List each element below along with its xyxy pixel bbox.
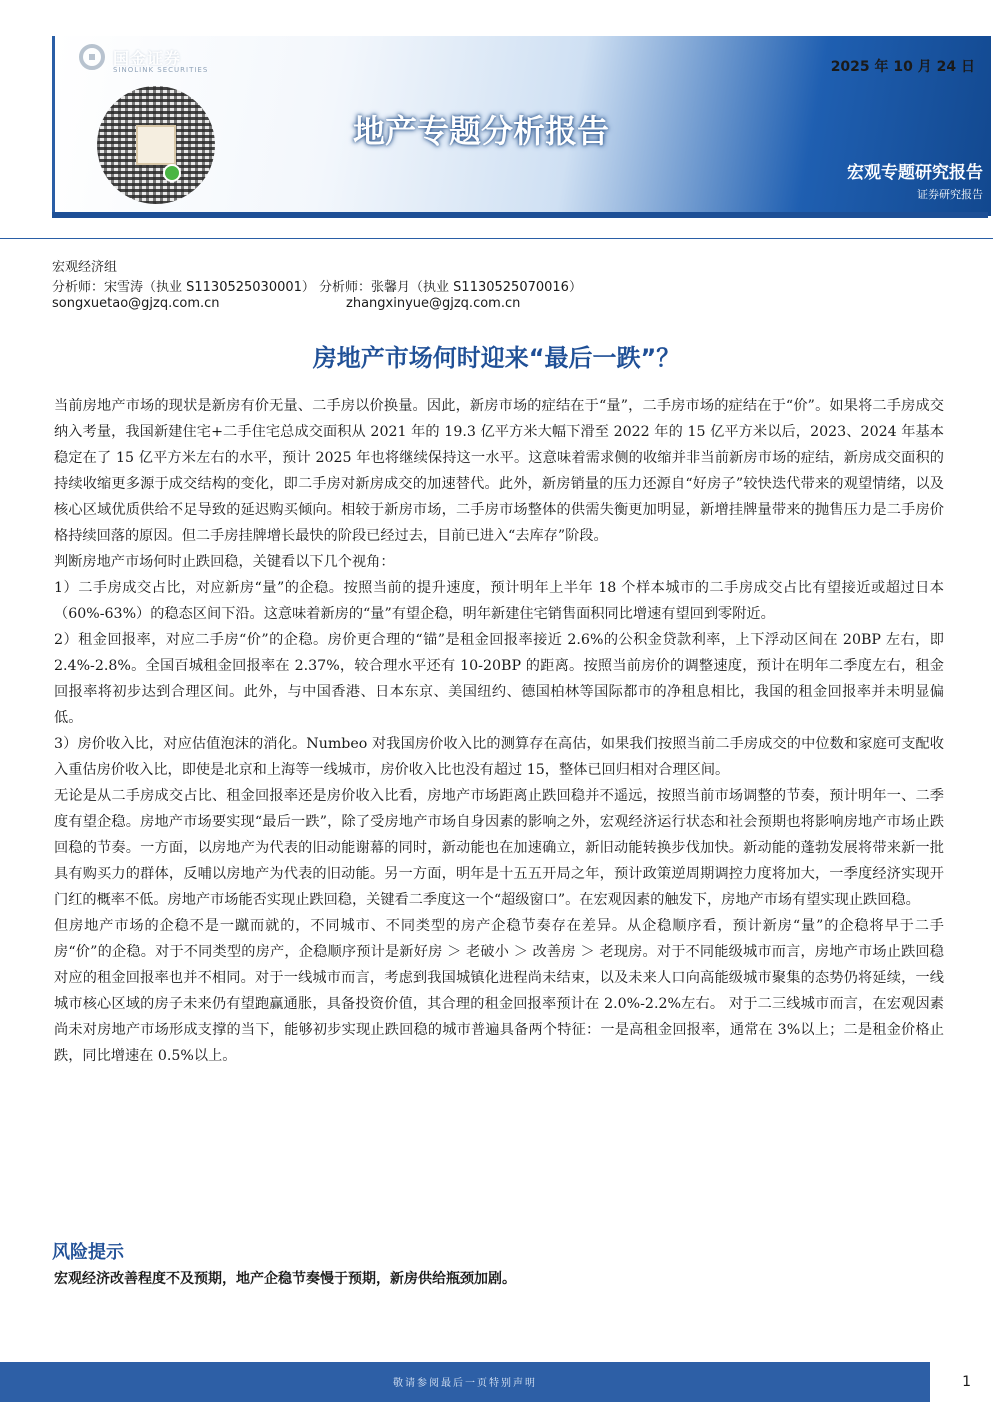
paragraph: 但房地产市场的企稳不是一蹴而就的，不同城市、不同类型的房产企稳节奏存在差异。从企稳顺序看，预计新房“量”的企稳将早于二手房“价”的企稳。对于不同类型的房产，企稳顺序预计是新好房 ＞ 老破小 ＞ 改善房 ＞ 老现房。对于不同能级城市而言，房地产市场止跌回稳对应的租金回报率也并不相同。对于一线城市而言，考虑到我国城镇化进程尚未结束，以及未来人口向高能级城市聚集的态势仍将延续，一线城市核心区域的房子未来仍有望跑赢通胀，具备投资价值，其合理的租金回报率预计在 2.0%-2.2%左右。 对于二三线城市而言，在宏观因素尚未对房地产市场形成支撑的当下，能够初步实现止跌回稳的城市普遍具备两个特征：一是高租金回报率，通常在 3%以上；二是租金价格止跌，同比增速在 0.5%以上。 <box>54 918 944 1064</box>
wechat-badge-icon <box>163 164 181 182</box>
paragraph: 当前房地产市场的现状是新房有价无量、二手房以价换量。因此，新房市场的症结在于“量”，二手房市场的症结在于“价”。如果将二手房成交纳入考量，我国新建住宅+二手住宅总成交面积从 2021 年的 19.3 亿平方米大幅下滑至 2022 年的 15 亿平方米以后，2023、2024 年基本稳定在了 15 亿平方米左右的水平，预计 2025 年也将继续保持这一水平。这意味着需求侧的收缩并非当前新房市场的症结，新房成交面积的持续收缩更多源于成交结构的变化，即二手房对新房成交的加速替代。此外，新房销量的压力还源自“好房子”较快迭代带来的观望情绪，以及核心区域优质供给不足导致的延迟购买倾向。相较于新房市场，二手房市场整体的供需失衡更加明显，新增挂牌量带来的抛售压力是二手房价格持续回落的原因。但二手房挂牌增长最快的阶段已经过去，目前已进入“去库存”阶段。 <box>54 398 944 544</box>
report-type: 宏观专题研究报告 <box>847 163 983 183</box>
paragraph: 无论是从二手房成交占比、租金回报率还是房价收入比看，房地产市场距离止跌回稳并不遥远，按照当前市场调整的节奏，预计明年一、二季度有望企稳。房地产市场要实现“最后一跌”，除了受房地产市场自身因素的影响之外，宏观经济运行状态和社会预期也将影响房地产市场止跌回稳的节奏。一方面，以房地产为代表的旧动能谢幕的同时，新动能也在加速确立，新旧动能转换步伐加快。新动能的蓬勃发展将带来新一批具有购买力的群体，反哺以房地产为代表的旧动能。另一方面，明年是十五五开局之年，预计政策逆周期调控力度将加大，一季度经济实现开门红的概率不低。房地产市场能否实现止跌回稳，关键看二季度这一个“超级窗口”。在宏观因素的触发下，房地产市场有望实现止跌回稳。 <box>54 788 944 908</box>
paragraph: 2）租金回报率，对应二手房“价”的企稳。房价更合理的“锚”是租金回报率接近 2.6%的公积金贷款利率，上下浮动区间在 20BP 左右，即 2.4%-2.8%。全国百城租金回报率在 2.37%，较合理水平还有 10-20BP 的距离。按照当前房价的调整速度，预计在明年二季度左右，租金回报率将初步达到合理区间。此外，与中国香港、日本东京、美国纽约、德国柏林等国际都市的净租息相比，我国的租金回报率并未明显偏低。 <box>54 632 944 726</box>
header-rule <box>0 238 993 239</box>
paragraph: 1）二手房成交占比，对应新房“量”的企稳。按照当前的提升速度，预计明年上半年 18 个样本城市的二手房成交占比有望接近或超过日本（60%-63%）的稳态区间下沿。这意味着新房的“量”有望企稳，明年新建住宅销售面积同比增速有望回到零附近。 <box>54 580 944 622</box>
report-title: 地产专题分析报告 <box>353 112 610 150</box>
report-subtype: 证券研究报告 <box>917 188 983 201</box>
logo-mark-icon <box>79 44 105 70</box>
qr-center-logo-icon <box>136 125 176 165</box>
banner-underline <box>52 212 988 218</box>
risk-text: 宏观经济改善程度不及预期，地产企稳节奏慢于预期，新房供给瓶颈加剧。 <box>54 1271 516 1287</box>
analyst-group: 宏观经济组 <box>52 260 118 275</box>
logo-text: 国金证券 <box>113 48 182 68</box>
analyst-names: 分析师：宋雪涛（执业 S1130525030001） 分析师：张馨月（执业 S1130525070016） <box>52 280 582 295</box>
risk-heading: 风险提示 <box>52 1242 124 1263</box>
analyst-email-2[interactable]: zhangxinyue@gjzq.com.cn <box>346 296 521 311</box>
article-headline: 房地产市场何时迎来“最后一跌”？ <box>312 344 681 372</box>
footer-bar <box>0 1362 930 1402</box>
header-banner <box>52 36 991 216</box>
qr-code-icon <box>97 86 215 204</box>
footer-disclaimer[interactable]: 敬请参阅最后一页特别声明 <box>393 1378 537 1389</box>
report-date: 2025 年 10 月 24 日 <box>830 59 975 75</box>
paragraph: 3）房价收入比，对应估值泡沫的消化。Numbeo 对我国房价收入比的测算存在高估，如果我们按照当前二手房成交的中位数和家庭可支配收入重估房价收入比，即使是北京和上海等一线城市，房价收入比也没有超过 15，整体已回归相对合理区间。 <box>54 736 944 778</box>
logo-subtitle: SINOLINK SECURITIES <box>113 66 209 74</box>
article-body <box>54 393 944 1069</box>
page-number: 1 <box>962 1374 971 1390</box>
paragraph: 判断房地产市场何时止跌回稳，关键看以下几个视角： <box>54 554 395 570</box>
analyst-email-1[interactable]: songxuetao@gjzq.com.cn <box>52 296 220 311</box>
